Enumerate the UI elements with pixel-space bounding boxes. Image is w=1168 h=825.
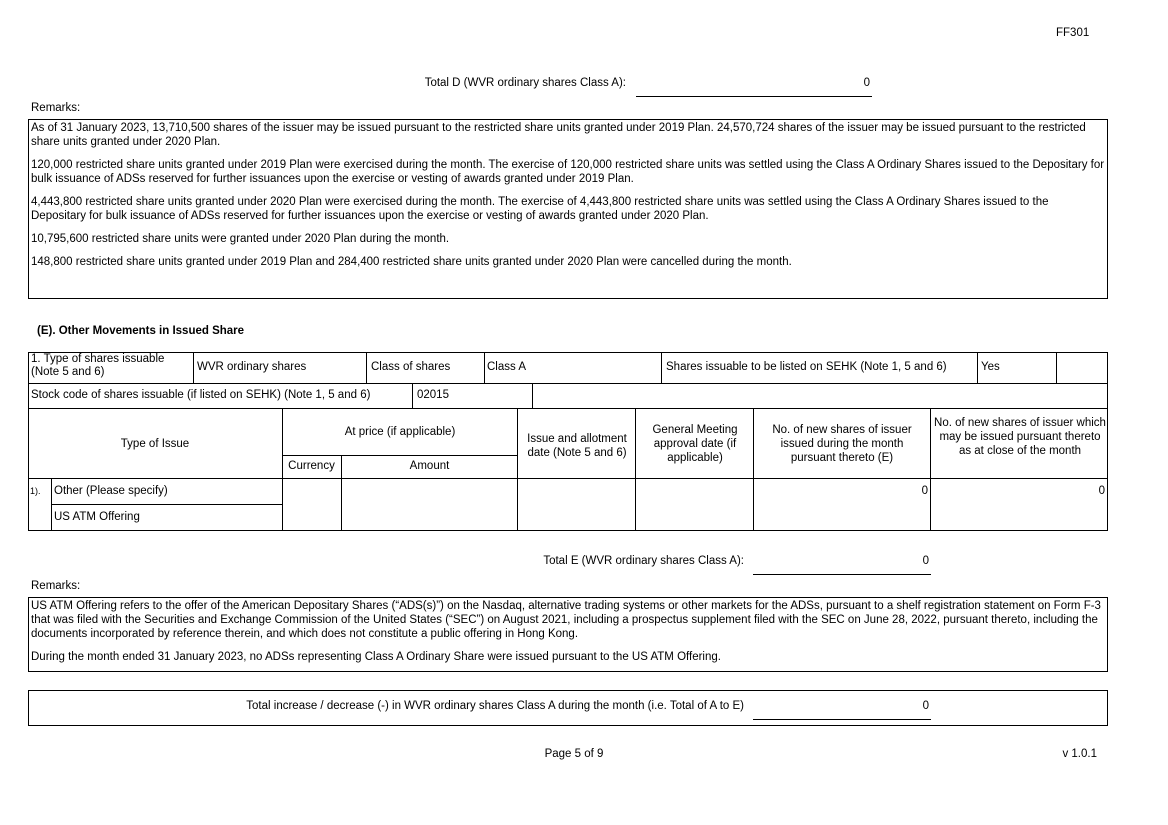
divider [635, 408, 636, 531]
col-amount: Amount [409, 460, 450, 472]
divider [193, 352, 194, 384]
remarks-d-paragraph: 4,443,800 restricted share units granted under 2020 Plan were exercised during the month. The exercise of 4,443,800 restricted share units was settled using the Class A Ordinary Shares issued to the Depositary for bulk issuance of ADSs reserved for further issuances upon the exercise or vesting of awards granted under 2020 Plan. [31, 196, 1049, 222]
class-label: Class of shares [371, 361, 451, 373]
total-increase-value: 0 [922, 700, 929, 712]
remarks-d-paragraph: 10,795,600 restricted share units were granted under 2020 Plan during the month. [31, 233, 450, 245]
divider [930, 408, 931, 531]
row-new-shares: 0 [921, 485, 928, 497]
remarks-d-box [28, 119, 1108, 299]
col-gm-date: General Meeting approval date (if applicable) [652, 424, 738, 464]
remarks-d-label: Remarks: [31, 102, 81, 114]
total-e-value: 0 [922, 555, 929, 567]
remarks-e-label: Remarks: [31, 580, 81, 592]
divider [1056, 352, 1057, 384]
stock-code-label: Stock code of shares issuable (if listed on SEHK) (Note 1, 5 and 6) [31, 389, 371, 401]
remarks-e-paragraph: During the month ended 31 January 2023, no ADSs representing Class A Ordinary Share were issued pursuant to the US ATM Offering. [31, 651, 721, 663]
divider [282, 455, 518, 456]
divider [661, 352, 662, 384]
total-e-underline [753, 574, 931, 575]
type-value: WVR ordinary shares [197, 361, 307, 373]
remarks-e-paragraph: US ATM Offering refers to the offer of the American Depositary Shares (“ADS(s)”) on the Nasdaq, alternative trading systems or other markets for the ADSs, pursuant to a shelf registration statement on Form F-3 that was filed with the Securities and Exchange Commission of the United States (“SEC”) on August 2021, including a prospectus supplement filed with the SEC on June 28, 2022, pursuant thereto, including the documents incorporated by reference therein, and which does not constitute a public offering in Hong Kong. [31, 600, 1101, 640]
divider [51, 504, 282, 505]
stock-code-value: 02015 [417, 389, 449, 401]
remarks-d-paragraph: 148,800 restricted share units granted under 2019 Plan and 284,400 restricted share units granted under 2020 Plan were cancelled during the month. [31, 256, 792, 268]
col-currency: Currency [288, 460, 335, 472]
total-increase-underline [753, 719, 931, 720]
row-type: Other (Please specify) [54, 485, 168, 497]
class-value: Class A [487, 361, 526, 373]
col-type-of-issue: Type of Issue [120, 438, 190, 450]
col-new-shares: No. of new shares of issuer issued during the month pursuant thereto (E) [772, 424, 912, 464]
total-d-value: 0 [863, 77, 870, 89]
remarks-d-paragraph: 120,000 restricted share units granted under 2019 Plan were exercised during the month. The exercise of 120,000 restricted share units was settled using the Class A Ordinary Shares issued to the Depositary for bulk issuance of ADSs reserved for further issuances upon the exercise or vesting of awards granted under 2019 Plan. [31, 159, 1105, 185]
total-increase-label: Total increase / decrease (-) in WVR ordinary shares Class A during the month (i.e. Total of A to E) [246, 700, 744, 712]
col-at-price: At price (if applicable) [344, 426, 456, 438]
divider [51, 478, 52, 531]
col-issue-date: Issue and allotment date (Note 5 and 6) [527, 433, 627, 459]
divider [977, 352, 978, 384]
row-specify: US ATM Offering [54, 511, 140, 523]
col-may-issue: No. of new shares of issuer which may be issued pursuant thereto as at close of the month [934, 417, 1106, 457]
page-number: Page 5 of 9 [544, 748, 604, 760]
remarks-e-box [28, 597, 1108, 672]
row-number: 1). [30, 486, 41, 496]
total-d-label: Total D (WVR ordinary shares Class A): [424, 77, 626, 89]
section-e-title: (E). Other Movements in Issued Share [37, 325, 245, 337]
divider [412, 383, 413, 409]
total-e-label: Total E (WVR ordinary shares Class A): [543, 555, 744, 567]
divider [28, 478, 1108, 479]
divider [532, 383, 533, 409]
listed-value: Yes [981, 361, 1000, 373]
divider [484, 352, 485, 384]
type-label: 1. Type of shares issuable (Note 5 and 6) [31, 353, 165, 378]
version: v 1.0.1 [1062, 748, 1097, 760]
total-d-underline [636, 96, 872, 97]
divider [366, 352, 367, 384]
row-may-issue: 0 [1098, 485, 1105, 497]
form-code: FF301 [1056, 27, 1090, 39]
listed-label: Shares issuable to be listed on SEHK (Note 1, 5 and 6) [666, 361, 947, 373]
remarks-d-paragraph: As of 31 January 2023, 13,710,500 shares of the issuer may be issued pursuant to the restricted share units granted under 2019 Plan. 24,570,724 shares of the issuer may be issued pursuant to the restricted share units granted under 2020 Plan. [31, 122, 1086, 148]
divider [753, 408, 754, 531]
